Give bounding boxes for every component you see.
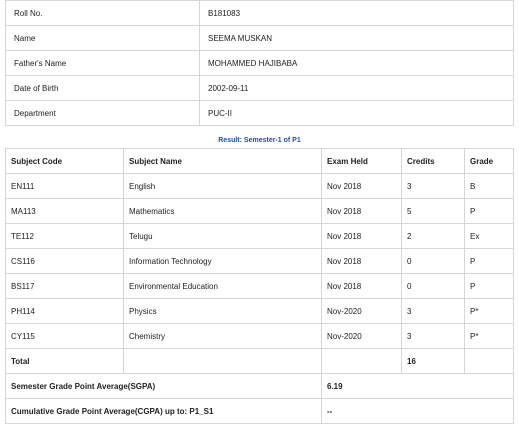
header-exam-held: Exam Held	[322, 149, 402, 174]
header-subject-name: Subject Name	[124, 149, 322, 174]
marks-header-row	[6, 149, 514, 174]
grade: P	[465, 249, 514, 274]
subject-name: Chemistry	[124, 324, 322, 349]
subject-name: Information Technology	[124, 249, 322, 274]
subject-name: English	[124, 174, 322, 199]
credits: 5	[402, 199, 465, 224]
sgpa-label: Semester Grade Point Average(SGPA)	[6, 374, 322, 399]
subject-name: Telugu	[124, 224, 322, 249]
credits: 3	[402, 299, 465, 324]
info-row-fathers-name	[6, 51, 514, 76]
table-row	[6, 199, 514, 224]
grade: P	[465, 199, 514, 224]
cgpa-label: Cumulative Grade Point Average(CGPA) up to: P1_S1	[6, 399, 322, 424]
subject-name: Physics	[124, 299, 322, 324]
info-row-date-of-birth	[6, 76, 514, 101]
cgpa-value: --	[322, 399, 514, 424]
total-empty-cell	[124, 349, 322, 374]
credits: 2	[402, 224, 465, 249]
header-subject-code: Subject Code	[6, 149, 124, 174]
result-heading: Result: Semester-1 of P1	[218, 137, 301, 144]
roll-no-label: Roll No.	[6, 1, 200, 26]
subject-code: BS117	[6, 274, 124, 299]
total-row	[6, 349, 514, 374]
grade: P	[465, 274, 514, 299]
sgpa-value: 6.19	[322, 374, 514, 399]
subject-code: PH114	[6, 299, 124, 324]
exam-held: Nov 2018	[322, 174, 402, 199]
header-credits: Credits	[402, 149, 465, 174]
cgpa-row	[6, 399, 514, 424]
name-value: SEEMA MUSKAN	[200, 26, 514, 51]
fathers-name-label: Father's Name	[6, 51, 200, 76]
exam-held: Nov 2018	[322, 224, 402, 249]
credits: 0	[402, 249, 465, 274]
grade: Ex	[465, 224, 514, 249]
subject-name: Environmental Education	[124, 274, 322, 299]
subject-code: TE112	[6, 224, 124, 249]
total-empty-cell	[465, 349, 514, 374]
subject-code: CS116	[6, 249, 124, 274]
subject-name: Mathematics	[124, 199, 322, 224]
exam-held: Nov-2020	[322, 299, 402, 324]
table-row	[6, 324, 514, 349]
date-of-birth-label: Date of Birth	[6, 76, 200, 101]
exam-held: Nov-2020	[322, 324, 402, 349]
exam-held: Nov 2018	[322, 199, 402, 224]
table-row	[6, 224, 514, 249]
header-grade: Grade	[465, 149, 514, 174]
department-label: Department	[6, 101, 200, 126]
info-row-name	[6, 26, 514, 51]
subject-code: EN111	[6, 174, 124, 199]
grade: B	[465, 174, 514, 199]
total-label: Total	[6, 349, 124, 374]
exam-held: Nov 2018	[322, 274, 402, 299]
total-credits: 16	[402, 349, 465, 374]
table-row	[6, 299, 514, 324]
total-empty-cell	[322, 349, 402, 374]
roll-no-value: B181083	[200, 1, 514, 26]
table-row	[6, 249, 514, 274]
student-info-table	[5, 0, 514, 126]
fathers-name-value: MOHAMMED HAJIBABA	[200, 51, 514, 76]
sgpa-row	[6, 374, 514, 399]
credits: 0	[402, 274, 465, 299]
department-value: PUC-II	[200, 101, 514, 126]
credits: 3	[402, 174, 465, 199]
grade: P*	[465, 299, 514, 324]
date-of-birth-value: 2002-09-11	[200, 76, 514, 101]
subject-code: MA113	[6, 199, 124, 224]
exam-held: Nov 2018	[322, 249, 402, 274]
name-label: Name	[6, 26, 200, 51]
info-row-roll-no	[6, 1, 514, 26]
marks-table	[5, 148, 514, 424]
info-row-department	[6, 101, 514, 126]
table-row	[6, 274, 514, 299]
grade: P*	[465, 324, 514, 349]
credits: 3	[402, 324, 465, 349]
subject-code: CY115	[6, 324, 124, 349]
table-row	[6, 174, 514, 199]
